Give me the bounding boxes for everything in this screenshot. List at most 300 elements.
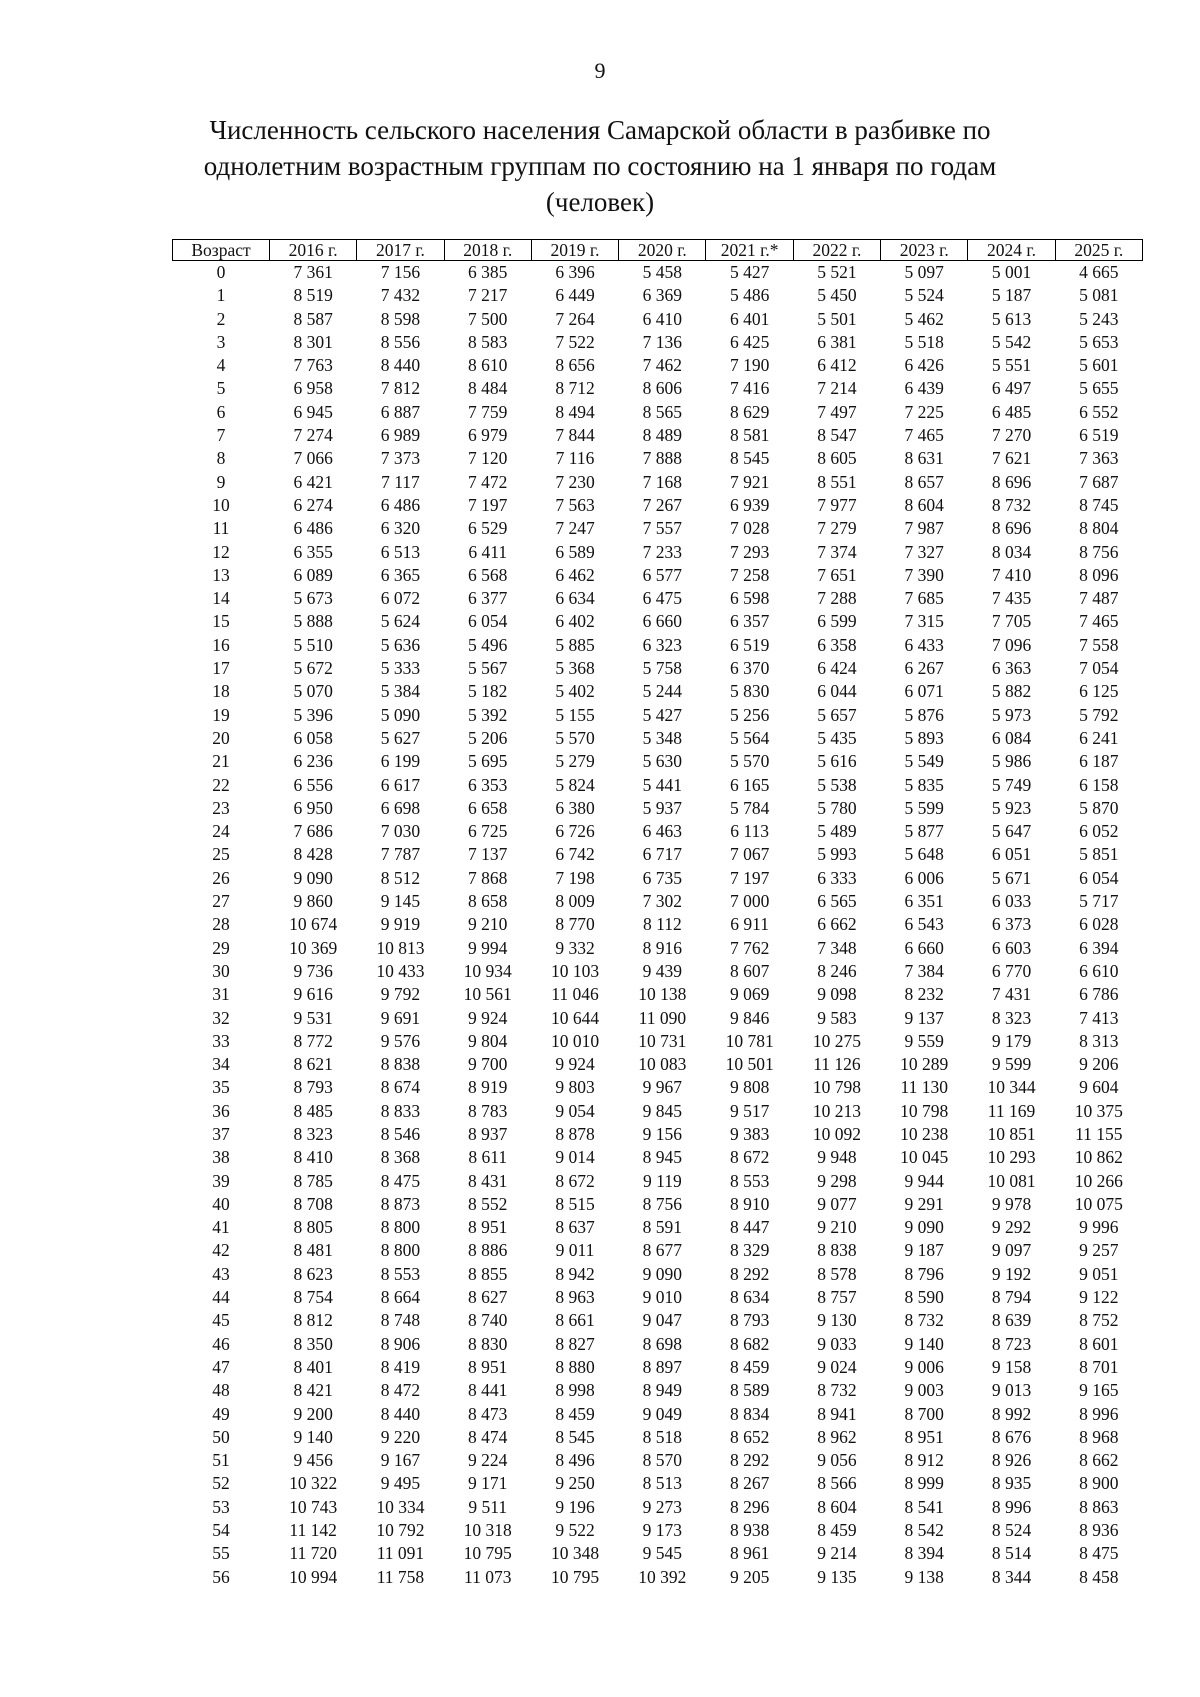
age-cell: 4	[216, 355, 226, 376]
value-cell: 6 979	[468, 425, 508, 446]
value-cell: 10 369	[289, 937, 338, 958]
value-cell: 6 052	[1079, 821, 1119, 842]
value-cell: 6 945	[293, 401, 333, 422]
value-cell: 8 401	[293, 1356, 333, 1377]
value-cell: 9 051	[1079, 1263, 1119, 1284]
value-cell: 6 462	[555, 564, 595, 585]
table-row	[173, 1566, 1143, 1589]
value-cell: 6 385	[468, 262, 508, 282]
value-cell: 5 792	[1079, 704, 1119, 725]
value-cell: 8 419	[380, 1356, 421, 1377]
value-cell: 11 130	[900, 1077, 948, 1098]
value-cell: 9 439	[642, 960, 683, 981]
value-cell: 9 200	[293, 1403, 333, 1424]
table-row	[173, 1472, 1143, 1495]
value-cell: 7 868	[468, 867, 508, 888]
age-cell: 46	[212, 1333, 230, 1354]
value-cell: 7 472	[468, 471, 508, 492]
value-cell: 9 224	[468, 1450, 508, 1471]
value-cell: 5 564	[729, 727, 770, 748]
value-cell: 8 945	[642, 1147, 683, 1168]
value-cell: 5 882	[991, 681, 1032, 702]
value-cell: 5 648	[904, 844, 944, 865]
value-cell: 5 501	[817, 308, 857, 329]
value-cell: 7 763	[293, 355, 333, 376]
value-cell: 10 075	[1074, 1193, 1123, 1214]
value-cell: 10 092	[812, 1123, 861, 1144]
age-cell: 18	[212, 681, 230, 702]
value-cell: 8 524	[991, 1520, 1032, 1541]
value-cell: 8 639	[991, 1310, 1032, 1331]
value-cell: 7 315	[904, 611, 944, 632]
age-cell: 29	[212, 937, 230, 958]
value-cell: 9 383	[729, 1123, 770, 1144]
value-cell: 5 851	[1079, 844, 1119, 865]
value-cell: 9 173	[642, 1520, 683, 1541]
value-cell: 9 167	[380, 1450, 421, 1471]
value-cell: 6 770	[991, 960, 1032, 981]
value-cell: 6 475	[642, 588, 683, 609]
value-cell: 6 410	[642, 308, 683, 329]
value-cell: 8 566	[817, 1473, 857, 1494]
value-cell: 9 924	[555, 1054, 595, 1075]
value-cell: 8 009	[555, 891, 595, 912]
table-row	[173, 377, 1143, 400]
value-cell: 7 067	[729, 844, 770, 865]
value-cell: 7 363	[1079, 448, 1119, 469]
value-cell: 8 610	[468, 355, 508, 376]
value-cell: 8 701	[1079, 1356, 1119, 1377]
age-cell: 49	[212, 1403, 230, 1424]
age-cell: 54	[212, 1520, 230, 1541]
header-year: 2016 г.	[270, 240, 357, 261]
value-cell: 9 792	[380, 984, 421, 1005]
value-cell: 7 705	[991, 611, 1032, 632]
value-cell: 8 474	[468, 1426, 508, 1447]
header-year: 2024 г.	[968, 240, 1055, 261]
value-cell: 8 838	[817, 1240, 857, 1261]
value-cell: 8 301	[293, 331, 333, 352]
value-cell: 8 578	[817, 1263, 857, 1284]
table-row	[173, 610, 1143, 633]
value-cell: 6 357	[729, 611, 770, 632]
value-cell: 5 538	[817, 774, 857, 795]
value-cell: 6 165	[729, 774, 770, 795]
table-row	[173, 1076, 1143, 1099]
age-cell: 27	[212, 891, 230, 912]
value-cell: 9 273	[642, 1496, 683, 1517]
age-cell: 40	[212, 1193, 230, 1214]
value-cell: 8 696	[991, 518, 1032, 539]
table-row	[173, 634, 1143, 657]
value-cell: 10 289	[900, 1054, 949, 1075]
value-cell: 10 813	[376, 937, 425, 958]
value-cell: 6 617	[380, 774, 421, 795]
value-cell: 10 934	[463, 960, 512, 981]
value-cell: 8 926	[991, 1450, 1032, 1471]
value-cell: 10 392	[638, 1566, 687, 1587]
age-cell: 22	[212, 774, 230, 795]
value-cell: 5 435	[817, 727, 857, 748]
value-cell: 8 937	[468, 1123, 508, 1144]
value-cell: 8 587	[293, 308, 333, 329]
value-cell: 8 999	[904, 1473, 944, 1494]
value-cell: 6 236	[293, 751, 333, 772]
value-cell: 7 373	[380, 448, 421, 469]
value-cell: 10 322	[289, 1473, 338, 1494]
age-cell: 25	[212, 844, 230, 865]
table-row	[173, 1449, 1143, 1472]
table-row	[173, 517, 1143, 540]
value-cell: 9 531	[293, 1007, 333, 1028]
value-cell: 6 439	[904, 378, 944, 399]
value-cell: 9 803	[555, 1077, 595, 1098]
value-cell: 5 870	[1079, 797, 1119, 818]
value-cell: 9 919	[380, 914, 421, 935]
value-cell: 8 421	[293, 1380, 333, 1401]
value-cell: 6 556	[293, 774, 333, 795]
value-cell: 8 951	[468, 1356, 508, 1377]
age-cell: 14	[212, 588, 230, 609]
value-cell: 6 726	[555, 821, 595, 842]
value-cell: 5 384	[380, 681, 421, 702]
value-cell: 7 465	[904, 425, 944, 446]
value-cell: 5 937	[642, 797, 683, 818]
value-cell: 5 001	[991, 262, 1032, 282]
value-cell: 7 293	[729, 541, 770, 562]
age-cell: 37	[212, 1123, 230, 1144]
value-cell: 10 010	[550, 1030, 600, 1051]
age-cell: 23	[212, 797, 230, 818]
age-cell: 3	[216, 331, 226, 352]
value-cell: 9 011	[555, 1240, 595, 1261]
value-cell: 10 083	[638, 1054, 687, 1075]
age-cell: 56	[212, 1566, 230, 1587]
value-cell: 8 627	[468, 1287, 508, 1308]
value-cell: 7 435	[991, 588, 1032, 609]
value-cell: 8 583	[468, 331, 508, 352]
value-cell: 9 996	[1079, 1217, 1119, 1238]
value-cell: 9 967	[642, 1077, 683, 1098]
table-row	[173, 820, 1143, 843]
value-cell: 7 413	[1079, 1007, 1119, 1028]
value-cell: 9 122	[1079, 1287, 1119, 1308]
value-cell: 8 834	[729, 1403, 770, 1424]
value-cell: 5 489	[817, 821, 857, 842]
value-cell: 9 994	[468, 937, 508, 958]
table-row	[173, 284, 1143, 307]
value-cell: 10 731	[638, 1030, 687, 1051]
value-cell: 11 046	[551, 984, 599, 1005]
value-cell: 9 736	[293, 960, 333, 981]
value-cell: 9 845	[642, 1100, 683, 1121]
value-cell: 8 951	[904, 1426, 944, 1447]
value-cell: 9 090	[293, 867, 333, 888]
value-cell: 6 529	[468, 518, 508, 539]
age-cell: 17	[212, 658, 230, 679]
age-cell: 6	[216, 401, 226, 422]
value-cell: 8 556	[380, 331, 421, 352]
value-cell: 6 543	[904, 914, 944, 935]
table-row	[173, 960, 1143, 983]
value-cell: 8 800	[380, 1217, 421, 1238]
value-cell: 8 637	[555, 1217, 595, 1238]
value-cell: 8 634	[729, 1287, 770, 1308]
value-cell: 8 796	[904, 1263, 944, 1284]
value-cell: 7 190	[729, 355, 770, 376]
value-cell: 6 089	[293, 564, 333, 585]
value-cell: 8 481	[293, 1240, 333, 1261]
value-cell: 8 880	[555, 1356, 595, 1377]
value-cell: 5 450	[817, 285, 857, 306]
value-cell: 9 599	[991, 1054, 1032, 1075]
value-cell: 9 196	[555, 1496, 595, 1517]
value-cell: 10 798	[900, 1100, 949, 1121]
value-cell: 5 780	[817, 797, 857, 818]
value-cell: 6 033	[991, 891, 1032, 912]
value-cell: 10 792	[376, 1520, 425, 1541]
value-cell: 8 552	[468, 1193, 508, 1214]
age-cell: 44	[212, 1287, 230, 1308]
age-cell: 9	[216, 471, 226, 492]
table-row	[173, 308, 1143, 331]
value-cell: 8 313	[1079, 1030, 1119, 1051]
value-cell: 8 652	[729, 1426, 770, 1447]
table-row	[173, 1542, 1143, 1565]
value-cell: 6 241	[1079, 727, 1119, 748]
value-cell: 6 158	[1079, 774, 1119, 795]
value-cell: 9 860	[293, 891, 333, 912]
table-row	[173, 1379, 1143, 1402]
value-cell: 6 887	[380, 401, 421, 422]
value-cell: 8 770	[555, 914, 595, 935]
value-cell: 9 033	[817, 1333, 857, 1354]
value-cell: 8 545	[555, 1426, 595, 1447]
value-cell: 9 808	[729, 1077, 770, 1098]
value-cell: 9 130	[817, 1310, 857, 1331]
age-cell: 5	[216, 378, 226, 399]
value-cell: 9 583	[817, 1007, 857, 1028]
value-cell: 11 073	[464, 1566, 512, 1587]
value-cell: 8 323	[991, 1007, 1032, 1028]
table-row	[173, 1216, 1143, 1239]
age-cell: 8	[216, 448, 226, 469]
age-cell: 51	[212, 1450, 230, 1471]
value-cell: 8 323	[293, 1123, 333, 1144]
value-cell: 5 613	[991, 308, 1032, 329]
title-line-1: Численность сельского населения Самарской области в разбивке по	[209, 115, 991, 145]
value-cell: 9 924	[468, 1007, 508, 1028]
value-cell: 8 998	[555, 1380, 595, 1401]
value-cell: 8 664	[380, 1287, 421, 1308]
age-cell: 34	[212, 1054, 230, 1075]
value-cell: 9 158	[991, 1356, 1032, 1377]
age-cell: 12	[212, 541, 230, 562]
header-year: 2017 г.	[357, 240, 444, 261]
value-cell: 11 126	[813, 1054, 861, 1075]
value-cell: 5 392	[468, 704, 508, 725]
value-cell: 7 432	[380, 285, 421, 306]
table-row	[173, 774, 1143, 797]
value-cell: 8 878	[555, 1123, 595, 1144]
value-cell: 7 361	[293, 262, 333, 282]
value-cell: 8 873	[380, 1193, 421, 1214]
value-cell: 6 634	[555, 588, 595, 609]
value-cell: 8 963	[555, 1287, 595, 1308]
table-row	[173, 1496, 1143, 1519]
value-cell: 10 348	[550, 1543, 600, 1564]
value-cell: 5 396	[293, 704, 333, 725]
value-cell: 5 348	[642, 727, 683, 748]
value-cell: 8 700	[904, 1403, 944, 1424]
value-cell: 8 833	[380, 1100, 421, 1121]
value-cell: 6 355	[293, 541, 333, 562]
value-cell: 9 140	[293, 1426, 333, 1447]
value-cell: 8 897	[642, 1356, 683, 1377]
value-cell: 9 846	[729, 1007, 770, 1028]
value-cell: 7 416	[729, 378, 770, 399]
value-cell: 5 671	[991, 867, 1032, 888]
table-header-row	[173, 240, 1143, 261]
value-cell: 7 198	[555, 867, 595, 888]
value-cell: 6 735	[642, 867, 683, 888]
value-cell: 6 381	[817, 331, 857, 352]
value-cell: 10 561	[463, 984, 512, 1005]
value-cell: 6 363	[991, 658, 1032, 679]
value-cell: 9 332	[555, 937, 595, 958]
value-cell: 8 912	[904, 1450, 944, 1471]
value-cell: 7 557	[642, 518, 683, 539]
value-cell: 8 459	[555, 1403, 595, 1424]
value-cell: 7 921	[729, 471, 770, 492]
value-cell: 6 320	[380, 518, 421, 539]
value-cell: 7 384	[904, 960, 944, 981]
table-row	[173, 983, 1143, 1006]
value-cell: 6 485	[991, 401, 1032, 422]
age-cell: 0	[216, 262, 226, 282]
value-cell: 10 375	[1074, 1100, 1123, 1121]
value-cell: 6 599	[817, 611, 857, 632]
value-cell: 9 257	[1079, 1240, 1119, 1261]
value-cell: 5 333	[380, 658, 421, 679]
value-cell: 5 893	[904, 727, 944, 748]
page-number: 9	[594, 58, 606, 83]
value-cell: 7 410	[991, 564, 1032, 585]
value-cell: 5 368	[555, 658, 595, 679]
value-cell: 7 267	[642, 494, 683, 515]
value-cell: 7 462	[642, 355, 683, 376]
age-cell: 1	[216, 285, 226, 306]
value-cell: 5 616	[817, 751, 857, 772]
table-row	[173, 843, 1143, 866]
header-year: 2019 г.	[531, 240, 618, 261]
table-row	[173, 1007, 1143, 1030]
age-cell: 2	[216, 308, 226, 329]
value-cell: 6 786	[1079, 984, 1119, 1005]
value-cell: 8 656	[555, 355, 595, 376]
value-cell: 5 549	[904, 751, 944, 772]
value-cell: 5 521	[817, 262, 857, 282]
value-cell: 8 034	[991, 541, 1032, 562]
value-cell: 5 090	[380, 704, 421, 725]
value-cell: 6 358	[817, 634, 857, 655]
value-cell: 8 607	[729, 960, 770, 981]
value-cell: 8 672	[555, 1170, 595, 1191]
table-row	[173, 1193, 1143, 1216]
value-cell: 8 938	[729, 1520, 770, 1541]
value-cell: 6 187	[1079, 751, 1119, 772]
table-row	[173, 1519, 1143, 1542]
value-cell: 5 570	[729, 751, 770, 772]
value-cell: 9 024	[817, 1356, 857, 1377]
table-row	[173, 1356, 1143, 1379]
value-cell: 8 112	[642, 914, 682, 935]
value-cell: 5 973	[991, 704, 1032, 725]
value-cell: 8 350	[293, 1333, 333, 1354]
value-cell: 8 431	[468, 1170, 508, 1191]
table-row	[173, 354, 1143, 377]
header-year: 2018 г.	[444, 240, 531, 261]
value-cell: 6 426	[904, 355, 944, 376]
header-year: 2021 г.*	[706, 240, 793, 261]
value-cell: 8 232	[904, 984, 944, 1005]
value-cell: 6 486	[293, 518, 333, 539]
value-cell: 8 793	[293, 1077, 333, 1098]
value-cell: 8 757	[817, 1287, 857, 1308]
value-cell: 6 989	[380, 425, 421, 446]
table-row	[173, 1170, 1143, 1193]
value-cell: 10 293	[987, 1147, 1036, 1168]
age-cell: 43	[212, 1263, 230, 1284]
value-cell: 8 996	[1079, 1403, 1119, 1424]
value-cell: 6 411	[468, 541, 508, 562]
value-cell: 5 601	[1079, 355, 1119, 376]
value-cell: 8 772	[293, 1030, 333, 1051]
value-cell: 10 862	[1074, 1147, 1123, 1168]
value-cell: 8 292	[729, 1263, 770, 1284]
value-cell: 7 028	[729, 518, 770, 539]
value-cell: 8 604	[817, 1496, 857, 1517]
value-cell: 9 171	[468, 1473, 508, 1494]
value-cell: 5 542	[991, 331, 1032, 352]
value-cell: 7 812	[380, 378, 421, 399]
value-cell: 5 244	[642, 681, 683, 702]
age-cell: 10	[212, 494, 230, 515]
age-cell: 30	[212, 960, 230, 981]
value-cell: 8 604	[904, 494, 944, 515]
value-cell: 9 003	[904, 1380, 944, 1401]
value-cell: 5 524	[904, 285, 944, 306]
value-cell: 6 421	[293, 471, 333, 492]
value-cell: 9 804	[468, 1030, 508, 1051]
value-cell: 8 447	[729, 1217, 770, 1238]
value-cell: 6 660	[904, 937, 944, 958]
value-cell: 7 197	[468, 494, 508, 515]
table-row	[173, 447, 1143, 470]
value-cell: 8 484	[468, 378, 508, 399]
value-cell: 9 138	[904, 1566, 944, 1587]
value-cell: 5 993	[817, 844, 857, 865]
value-cell: 8 677	[642, 1240, 683, 1261]
table-row	[173, 564, 1143, 587]
value-cell: 6 939	[729, 494, 770, 515]
value-cell: 6 486	[380, 494, 421, 515]
value-cell: 8 732	[991, 494, 1032, 515]
value-cell: 8 631	[904, 448, 944, 469]
value-cell: 7 762	[729, 937, 770, 958]
value-cell: 6 394	[1079, 937, 1119, 958]
age-cell: 53	[212, 1496, 230, 1517]
